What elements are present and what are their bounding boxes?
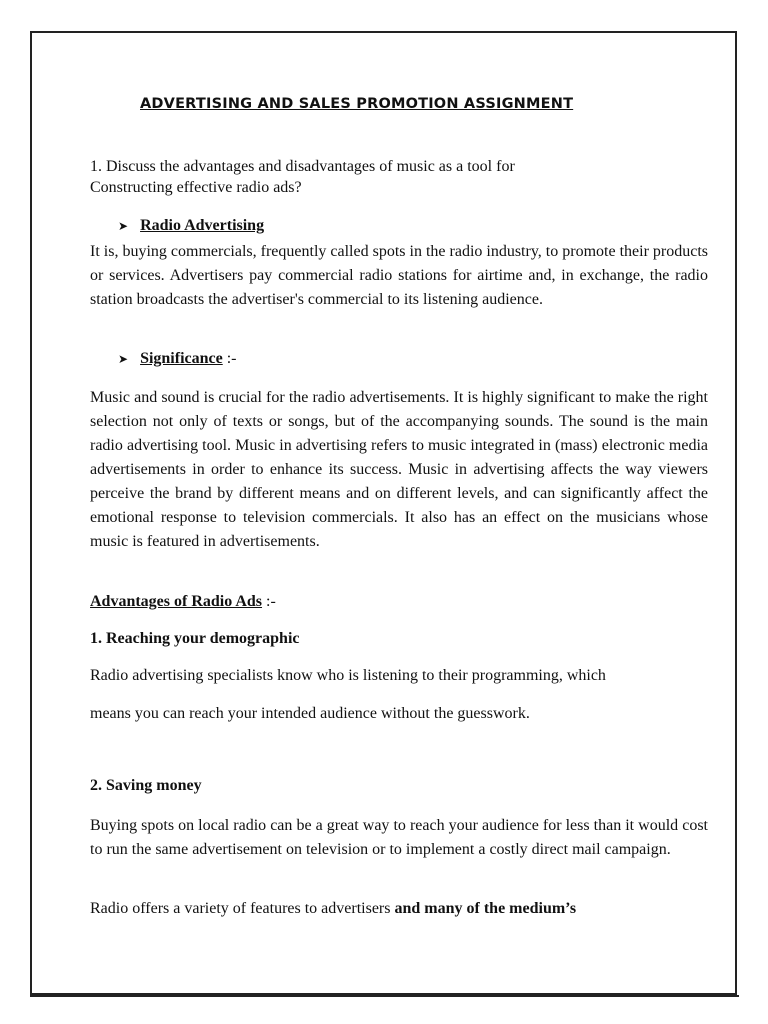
advantages-suffix: :- — [262, 593, 276, 610]
point2-heading: 2. Saving money — [90, 777, 202, 794]
question-line-1: 1. Discuss the advantages and disadvantages of music as a tool for — [90, 158, 515, 175]
last-line-plain: Radio offers a variety of features to advertisers — [90, 900, 395, 917]
arrow-bullet-icon: ➤ — [118, 352, 129, 366]
last-line-emph: and many of the medium’s — [394, 900, 577, 917]
significance-suffix: :- — [222, 350, 237, 367]
point2-text: Buying spots on local radio can be a great way to reach your audience for less than it would cost to run the same advertisement on television or to implement a costly direct mail campaign. — [90, 817, 708, 858]
significance-text: Music and sound is crucial for the radio advertisements. It is highly significant to make the right selection not only of texts or songs, but of the accompanying sounds. The sound is the main radio advertising tool. Music in advertising refers to music integrated in (mass) electronic media advertisements in order to enhance its success. Music in advertising affects the way viewers perceive the brand by different means and on different levels, and can significantly affect the emotional response to television commercials. It also has an effect on the musicians whose music is featured in advertisements. — [90, 389, 708, 550]
point1-line-2: means you can reach your intended audience without the guesswork. — [90, 705, 530, 722]
last-line — [90, 900, 576, 918]
radio-advertising-heading: Radio Advertising — [140, 217, 265, 234]
arrow-bullet-icon: ➤ — [118, 219, 129, 233]
radio-advertising-text: It is, buying commercials, frequently called spots in the radio industry, to promote their products or services. Advertisers pay commercial radio stations for airtime and, in exchange, the radio station broadcasts the advertiser's commercial to its listening audience. — [90, 243, 708, 308]
question-line-2: Constructing effective radio ads? — [90, 179, 302, 196]
point1-line-1: Radio advertising specialists know who is listening to their programming, which — [90, 667, 606, 684]
significance-heading: Significance — [140, 350, 223, 367]
bullet-radio-advertising — [118, 217, 264, 235]
advantages-heading: Advantages of Radio Ads — [90, 593, 263, 610]
advantages-heading-line — [90, 593, 276, 611]
point1-heading: 1. Reaching your demographic — [90, 630, 300, 647]
bullet-significance — [118, 350, 237, 368]
question — [90, 156, 515, 198]
document-title: ADVERTISING AND SALES PROMOTION ASSIGNMENT — [140, 96, 574, 112]
